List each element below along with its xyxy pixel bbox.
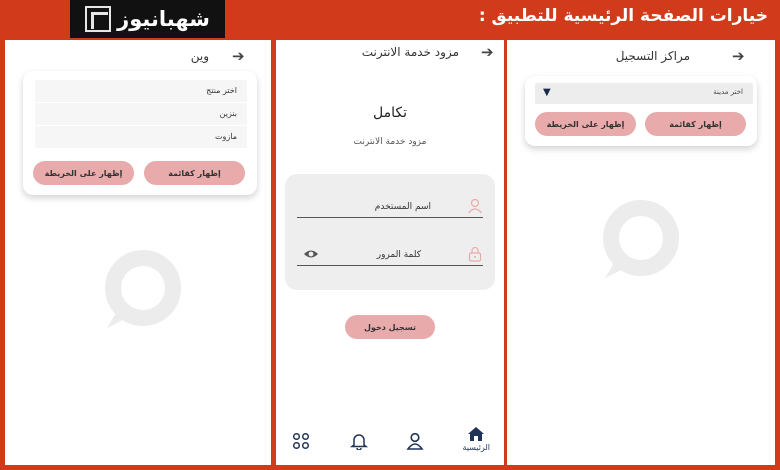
password-field[interactable]: [297, 246, 483, 266]
bottom-nav: [276, 424, 504, 465]
home-icon: [467, 426, 485, 442]
show-as-list-button[interactable]: إظهار كقائمة: [645, 112, 746, 136]
eye-icon[interactable]: [303, 248, 319, 260]
screen-fuel-finder: [5, 40, 271, 465]
grid-icon[interactable]: [292, 432, 310, 450]
dropdown-item-choose-product[interactable]: اختر منتج: [35, 80, 247, 102]
lock-icon: [467, 246, 483, 262]
back-arrow-icon[interactable]: ➔: [481, 43, 494, 61]
logo-mark-icon: [85, 6, 111, 32]
logo-text: شهبانيوز: [117, 7, 210, 31]
user-icon: [467, 198, 483, 214]
brand-subtitle: مزود خدمة الانترنت: [353, 137, 427, 147]
username-label: اسم المستخدم: [374, 202, 431, 212]
screen-isp-login: [276, 40, 504, 465]
screen-registration-centers: [507, 40, 775, 465]
screen-title: مزود خدمة الانترنت: [361, 45, 459, 59]
show-on-map-button[interactable]: إظهار على الخريطة: [535, 112, 636, 136]
login-form: [285, 174, 495, 290]
brand-name: تكامل: [373, 105, 407, 121]
show-as-list-button[interactable]: إظهار كقائمة: [144, 161, 245, 185]
username-field[interactable]: [297, 198, 483, 218]
password-label: كلمة المرور: [376, 250, 421, 260]
dropdown-item-diesel[interactable]: مازوت: [35, 126, 247, 148]
chat-bubble-icon: [595, 200, 681, 286]
login-button[interactable]: تسجيل دخول: [345, 315, 435, 339]
dropdown-item-benzine[interactable]: بنزين: [35, 103, 247, 125]
back-arrow-icon[interactable]: ➔: [232, 47, 245, 65]
screen-title: مراكز التسجيل: [615, 49, 690, 63]
back-arrow-icon[interactable]: ➔: [732, 47, 745, 65]
show-on-map-button[interactable]: إظهار على الخريطة: [33, 161, 134, 185]
user-icon[interactable]: [406, 432, 424, 450]
chat-bubble-icon: [97, 250, 183, 336]
screen-title: وين: [190, 49, 209, 63]
nav-home-label: الرئيسية: [462, 443, 490, 452]
city-select[interactable]: [535, 83, 753, 104]
bell-icon[interactable]: [350, 432, 368, 450]
page-header-title: خيارات الصفحة الرئيسية للتطبيق :: [478, 6, 768, 26]
site-logo: [70, 0, 225, 38]
city-select-label: اختر مدينة: [713, 88, 743, 96]
nav-home[interactable]: [462, 426, 490, 452]
chevron-down-icon: ▼: [543, 87, 551, 98]
